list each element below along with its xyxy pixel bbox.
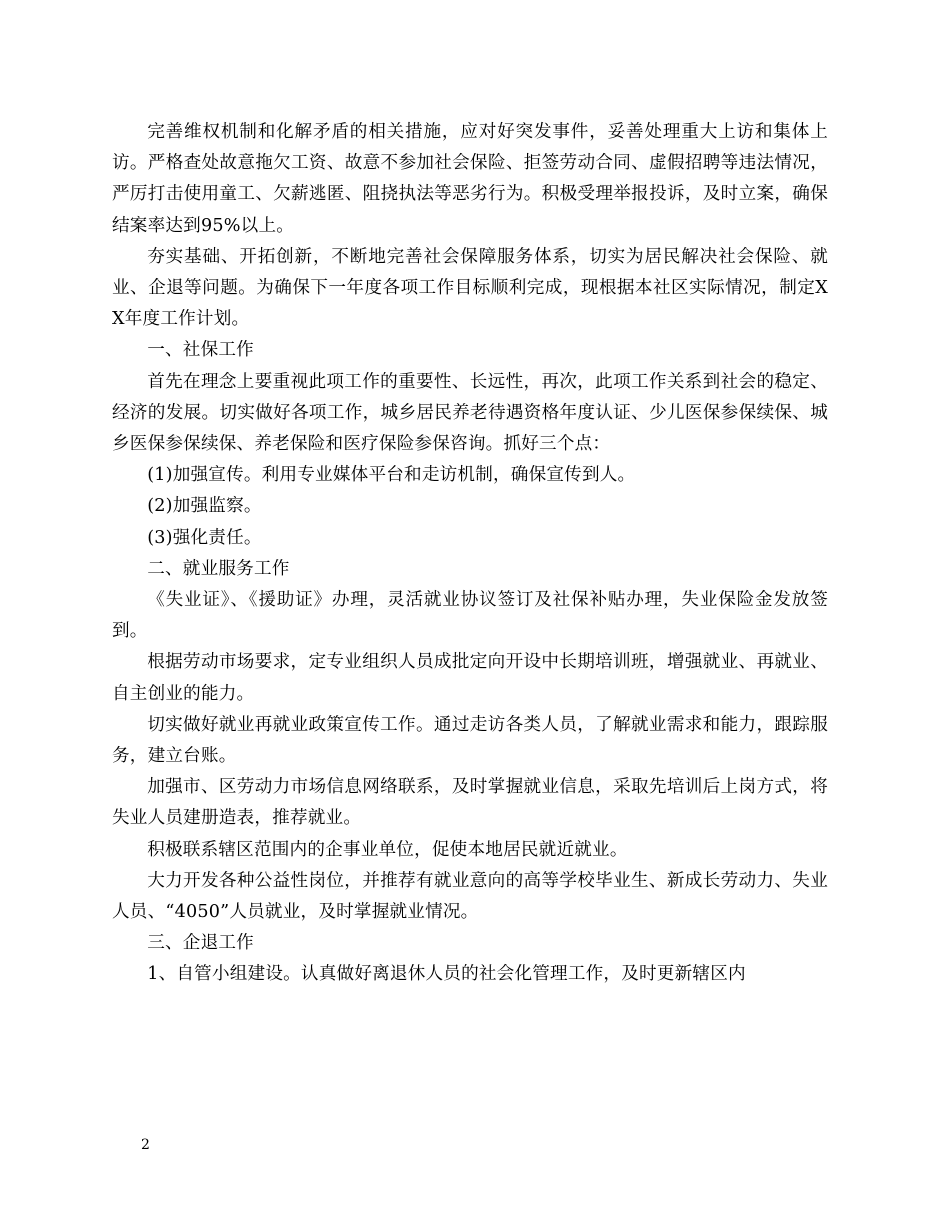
section-heading: 三、企退工作 <box>147 933 254 954</box>
paragraph: 完善维权机制和化解矛盾的相关措施，应对好突发事件，妥善处理重大上访和集体上访。严格查处故意拖欠工资、故意不参加社会保险、拒签劳动合同、虚假招聘等违法情况，严厉打击使用童工、欠薪逃匿、阻挠执法等恶劣行为。积极受理举报投诉，及时立案，确保结案率达到95%以上。 <box>112 122 828 236</box>
paragraph: 切实做好就业再就业政策宣传工作。通过走访各类人员，了解就业需求和能力，跟踪服务，建立台账。 <box>112 714 828 767</box>
list-item: (1)加强宣传。利用专业媒体平台和走访机制，确保宣传到人。 <box>147 465 636 486</box>
section-heading: 一、社保工作 <box>147 340 254 361</box>
paragraph: 夯实基础、开拓创新，不断地完善社会保障服务体系，切实为居民解决社会保险、就业、企退等问题。为确保下一年度各项工作目标顺利完成，现根据本社区实际情况，制定XX年度工作计划。 <box>112 246 828 330</box>
list-item: (2)加强监察。 <box>147 496 262 517</box>
paragraph: 大力开发各种公益性岗位，并推荐有就业意向的高等学校毕业生、新成长劳动力、失业人员、“4050”人员就业，及时掌握就业情况。 <box>112 870 828 923</box>
paragraph: 加强市、区劳动力市场信息网络联系，及时掌握就业信息，采取先培训后上岗方式，将失业人员建册造表，推荐就业。 <box>112 777 828 829</box>
list-item: (3)强化责任。 <box>147 527 262 548</box>
paragraph: 《失业证》、《援助证》办理，灵活就业协议签订及社保补贴办理，失业保险金发放签到。 <box>112 590 828 642</box>
paragraph: 根据劳动市场要求，定专业组织人员成批定向开设中长期培训班，增强就业、再就业、自主创业的能力。 <box>112 652 828 704</box>
paragraph: 积极联系辖区范围内的企事业单位，促使本地居民就近就业。 <box>147 839 628 860</box>
paragraph: 首先在理念上要重视此项工作的重要性、长远性，再次，此项工作关系到社会的稳定、经济的发展。切实做好各项工作，城乡居民养老待遇资格年度认证、少儿医保参保续保、城乡医保参保续保、养老保险和医疗保险参保咨询。抓好三个点： <box>112 371 828 455</box>
paragraph: 1、自管小组建设。认真做好离退休人员的社会化管理工作，及时更新辖区内 <box>147 964 746 985</box>
page-number: 2 <box>141 1137 150 1153</box>
section-heading: 二、就业服务工作 <box>147 558 290 579</box>
document-body <box>112 117 828 991</box>
